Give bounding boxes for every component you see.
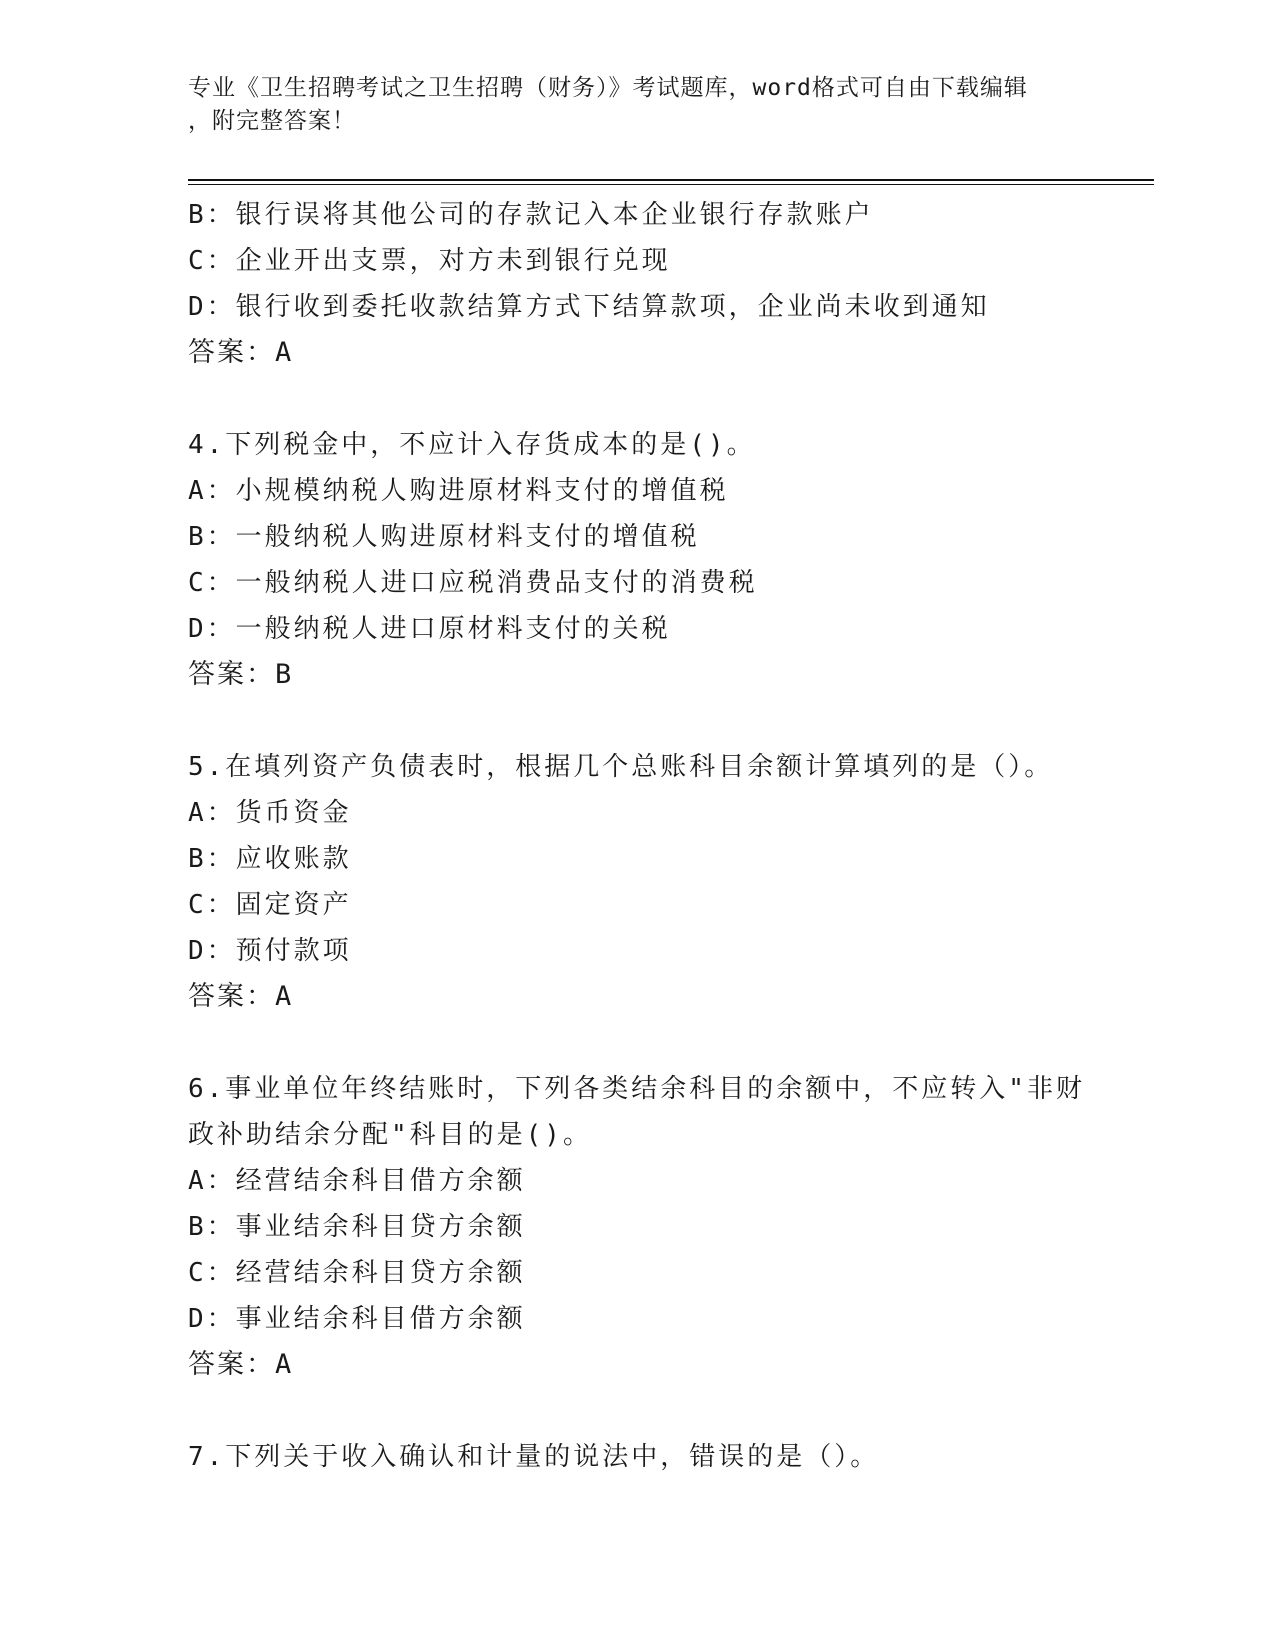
option-a: A：货币资金 [188, 798, 352, 828]
question-7 [188, 1434, 1154, 1480]
option-b: B：应收账款 [188, 844, 352, 874]
question-text: 7.下列关于收入确认和计量的说法中，错误的是（）。 [188, 1442, 880, 1472]
option-c: C：一般纳税人进口应税消费品支付的消费税 [188, 568, 758, 598]
question-3 [188, 192, 1154, 376]
question-6 [188, 1066, 1154, 1388]
question-4 [188, 422, 1154, 698]
option-c: C：经营结余科目贷方余额 [188, 1258, 526, 1288]
question-text: 5.在填列资产负债表时，根据几个总账科目余额计算填列的是（）。 [188, 752, 1054, 782]
option-b: B：银行误将其他公司的存款记入本企业银行存款账户 [188, 200, 874, 230]
option-a: A：经营结余科目借方余额 [188, 1166, 526, 1196]
answer: 答案：A [188, 981, 294, 1012]
option-d: D：银行收到委托收款结算方式下结算款项，企业尚未收到通知 [188, 292, 990, 322]
answer: 答案：A [188, 337, 294, 368]
option-b: B：事业结余科目贷方余额 [188, 1212, 526, 1242]
option-d: D：一般纳税人进口原材料支付的关税 [188, 614, 671, 644]
header-title-line2: ，附完整答案！ [188, 108, 356, 134]
header-title-line1: 专业《卫生招聘考试之卫生招聘（财务）》考试题库，word格式可自由下载编辑 [188, 75, 1028, 101]
question-5 [188, 744, 1154, 1020]
answer: 答案：B [188, 659, 294, 690]
option-c: C：企业开出支票，对方未到银行兑现 [188, 246, 671, 276]
option-d: D：预付款项 [188, 936, 352, 966]
question-text-line2: 政补助结余分配"科目的是()。 [188, 1120, 592, 1150]
option-d: D：事业结余科目借方余额 [188, 1304, 526, 1334]
spacer [188, 376, 1154, 422]
spacer [188, 1020, 1154, 1066]
header-divider-thin [188, 184, 1154, 185]
spacer [188, 1388, 1154, 1434]
question-text: 4.下列税金中，不应计入存货成本的是()。 [188, 430, 756, 460]
document-header [188, 72, 1088, 138]
spacer [188, 698, 1154, 744]
option-a: A：小规模纳税人购进原材料支付的增值税 [188, 476, 729, 506]
option-b: B：一般纳税人购进原材料支付的增值税 [188, 522, 700, 552]
header-divider-thick [188, 179, 1154, 181]
option-c: C：固定资产 [188, 890, 352, 920]
question-text-line1: 6.事业单位年终结账时，下列各类结余科目的余额中，不应转入"非财 [188, 1074, 1085, 1104]
question-list [188, 192, 1154, 1480]
answer: 答案：A [188, 1349, 294, 1380]
